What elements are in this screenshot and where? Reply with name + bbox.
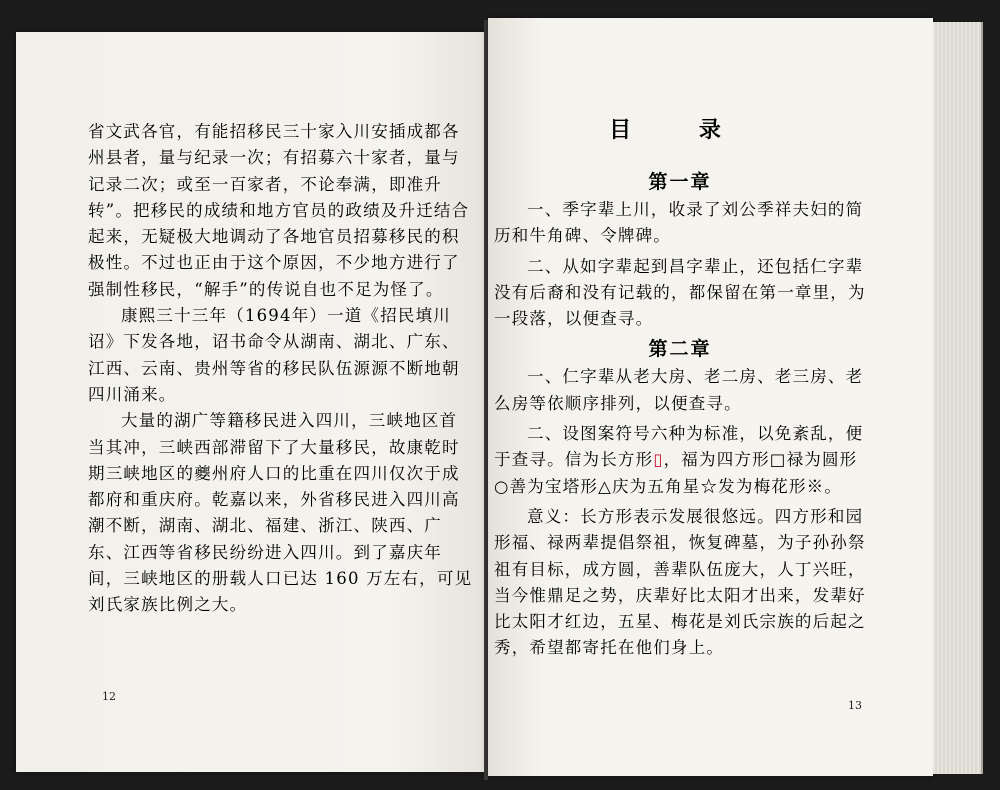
left-page-body (88, 119, 474, 619)
chapter-1-item-2: 二、从如字辈起到昌字辈止，还包括仁字辈没有后裔和没有记载的，都保留在第一章里，为一段落，以便查寻。 (494, 256, 866, 329)
chapter-2-item-2-text-b: ，福为四方形□禄为圆形○善为宝塔形△庆为五角星☆发为梅花形※。 (494, 450, 858, 496)
chapter-1-heading: 第一章 (648, 171, 712, 193)
chapter-2-heading: 第二章 (648, 338, 712, 361)
chapter-2-item-1: 一、仁字辈从老大房、老二房、老三房、老么房等依顺序排列，以便查寻。 (494, 367, 864, 413)
left-paragraph-3: 大量的湖广等籍移民进入四川，三峡地区首当其冲，三峡西部滞留下了大量移民，故康乾时期三峡地区的夔州府人口的比重在四川仅次于成都府和重庆府。乾嘉以来，外省移民进入四川高潮不断，湖南、湖北、福建、浙江、陕西、广东、江西等省移民纷纷进入四川。到了嘉庆年间，三峡地区的册载人口已达 160 万左右，可见刘氏家族比例之大。 (88, 411, 473, 615)
rectangle-mark-icon: ▯ (653, 450, 664, 470)
right-page-body (494, 171, 866, 662)
chapter-2-item-2-text-a: 二、设图案符号六种为标准，以免紊乱，便于查寻。信为长方形 (494, 424, 864, 470)
toc-title: 目 录 (609, 117, 751, 143)
chapter-2-item-2 (494, 421, 866, 500)
chapter-2-item-3: 意义：长方形表示发展很悠远。四方形和园形福、禄两辈提倡祭祖，恢复碑墓，为子孙孙祭祖有目标，成方圆，善辈队伍庞大，人丁兴旺，当今惟鼎足之势，庆辈好比太阳才出来，发辈好比太阳才红边，五星、梅花是刘氏宗族的后起之秀，希望都寄托在他们身上。 (494, 506, 866, 658)
right-page-number: 13 (848, 699, 862, 712)
left-paragraph-2: 康熙三十三年（1694年）一道《招民填川诏》下发各地，诏书命令从湖南、湖北、广东、江西、云南、贵州等省的移民队伍源源不断地朝四川涌来。 (88, 306, 460, 404)
left-paragraph-1: 省文武各官，有能招移民三十家入川安插成都各州县者，量与纪录一次；有招募六十家者，量与记录二次；或至一百家者，不论奉满，即准升转”。把移民的成绩和地方官员的政绩及升迁结合起来，无疑极大地调动了各地官员招募移民的积极性。不过也正由于这个原因，不少地方进行了强制性移民，“解手”的传说自也不足为怪了。 (88, 122, 470, 299)
chapter-1-item-1: 一、季字辈上川，收录了刘公季祥夫妇的简历和牛角碑、令牌碑。 (494, 200, 864, 246)
left-page-number: 12 (102, 690, 116, 703)
page-edges (933, 22, 983, 774)
